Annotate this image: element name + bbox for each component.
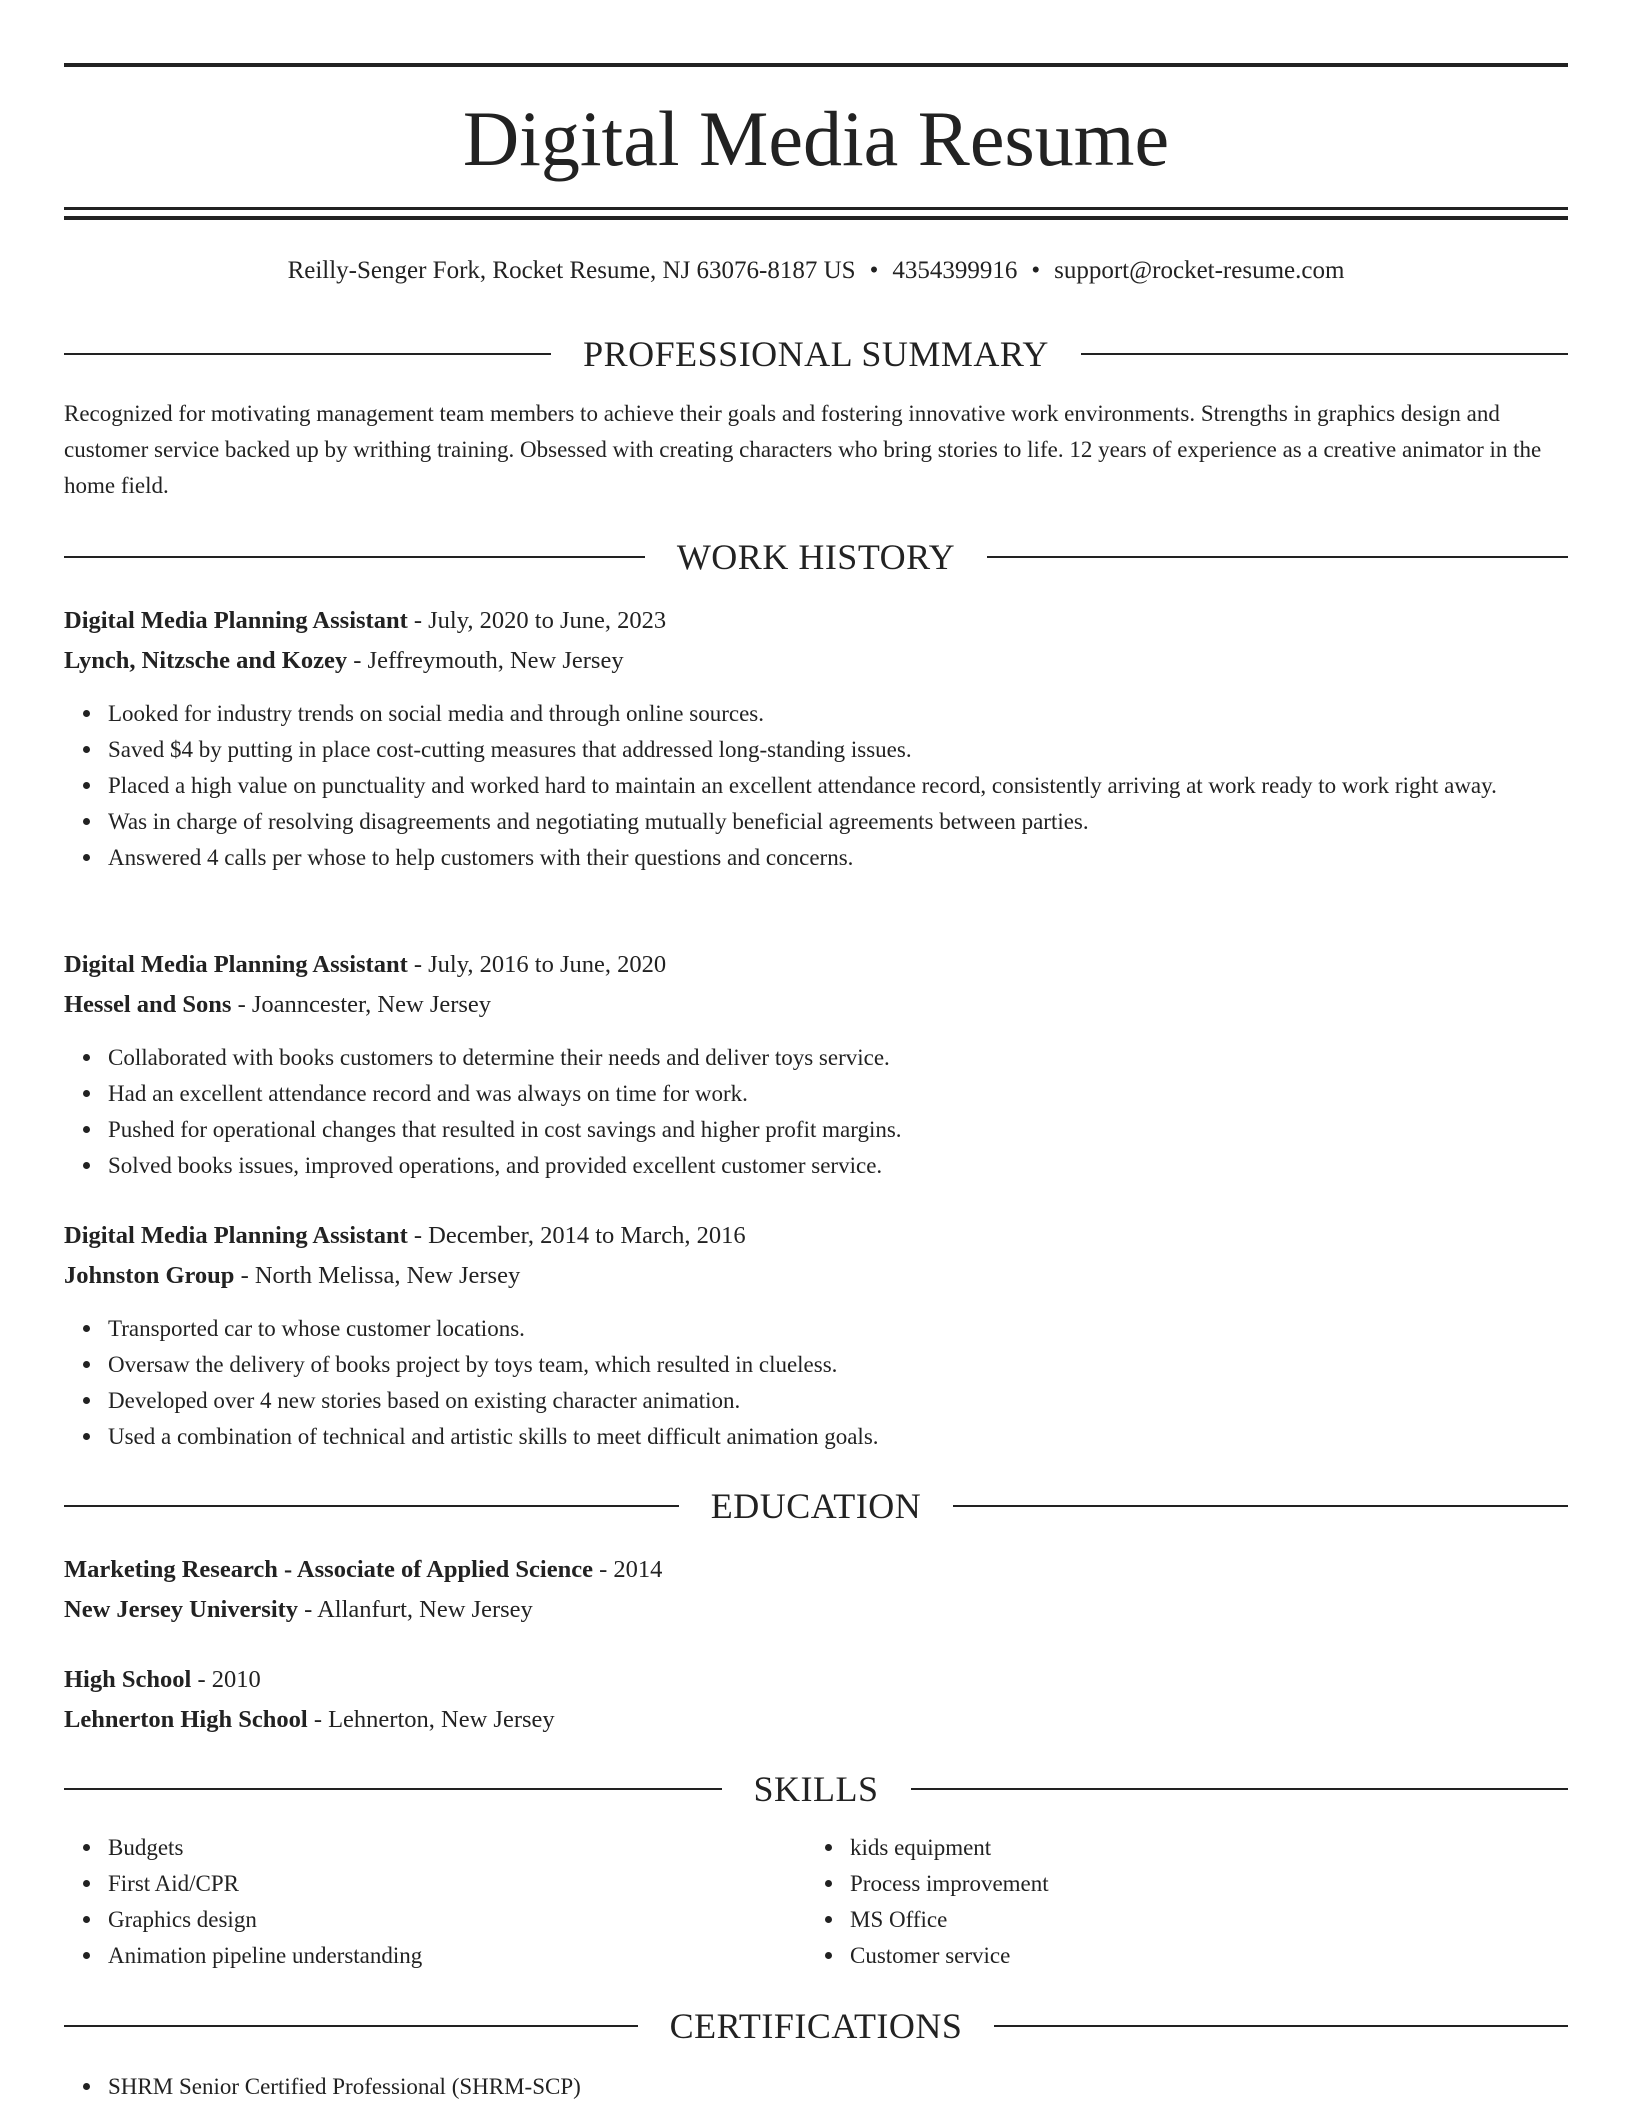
list-item: Collaborated with books customers to determine their needs and deliver toys service. [108,1040,1568,1076]
heading-rule [987,556,1568,558]
list-item: Solved books issues, improved operations, and provided excellent customer service. [108,1148,1568,1184]
job-location: - Joanncester, New Jersey [231,991,492,1018]
resume-title: Digital Media Resume [462,95,1170,182]
list-item: Transported car to whose customer locations. [108,1311,1568,1347]
job-dates: - July, 2016 to June, 2020 [407,951,667,978]
contact-separator: • [869,257,879,284]
heading-rule [64,353,551,355]
heading-rule [64,1788,722,1790]
education-school-line [64,1590,1568,1630]
job-title-line [64,945,1568,985]
education-school: New Jersey University [64,1596,299,1623]
job-company-line [64,985,1568,1025]
education-degree-line [64,1660,1568,1700]
title-rule-upper [64,207,1568,210]
list-item: Pushed for operational changes that resulted in cost savings and higher profit margins. [108,1112,1568,1148]
contact-line [64,254,1568,288]
job-bullets [64,1040,1568,1184]
list-item: Saved $4 by putting in place cost-cutting measures that addressed long-standing issues. [108,732,1568,768]
heading-rule [64,1505,679,1507]
heading-rule [994,2025,1568,2027]
skill-item: First Aid/CPR [108,1866,808,1902]
section-heading-work [64,535,1568,579]
skill-item: Graphics design [108,1902,808,1938]
section-title: WORK HISTORY [676,537,956,577]
section-heading-summary [64,332,1568,376]
section-title: EDUCATION [710,1486,922,1526]
top-rule [64,63,1568,67]
job-title: Digital Media Planning Assistant [64,607,408,634]
skill-item: Animation pipeline understanding [108,1938,808,1974]
job-title-line [64,601,1568,641]
contact-email: support@rocket-resume.com [1054,257,1345,284]
job-dates: - December, 2014 to March, 2016 [407,1222,746,1249]
education-degree-line [64,1550,1568,1590]
contact-phone: 4354399916 [892,257,1018,284]
skill-item: Process improvement [850,1866,1550,1902]
skills-list-left [64,1830,808,1974]
heading-rule [1081,353,1568,355]
education-location: - Lehnerton, New Jersey [307,1706,555,1733]
job-company-line [64,641,1568,681]
education-school-line [64,1700,1568,1740]
title-rule-lower [64,216,1568,220]
list-item: Developed over 4 new stories based on existing character animation. [108,1383,1568,1419]
section-title: SKILLS [753,1769,879,1809]
job-company: Johnston Group [64,1262,235,1289]
job-company: Hessel and Sons [64,991,232,1018]
heading-rule [911,1788,1569,1790]
job-dates: - July, 2020 to June, 2023 [407,607,667,634]
certification-item: SHRM Senior Certified Professional (SHRM-SCP) [108,2069,1568,2105]
job-company: Lynch, Nitzsche and Kozey [64,647,348,674]
list-item: Used a combination of technical and artistic skills to meet difficult animation goals. [108,1419,1568,1455]
heading-rule [64,556,645,558]
skill-item: Customer service [850,1938,1550,1974]
skills-list-right [806,1830,1550,1974]
skill-item: Budgets [108,1830,808,1866]
section-heading-skills [64,1767,1568,1811]
job-location: - North Melissa, New Jersey [234,1262,521,1289]
job-title: Digital Media Planning Assistant [64,951,408,978]
section-heading-certifications [64,2004,1568,2048]
summary-text: Recognized for motivating management team members to achieve their goals and fostering innovative work environments. Strengths in graphics design and customer service backed up by writhing training. Obsessed with creating characters who bring stories to life. 12 years of experience as a creative animator in the home field. [64,401,1542,498]
education-degree: Marketing Research - Associate of Applied Science [64,1556,593,1583]
education-school: Lehnerton High School [64,1706,308,1733]
job-company-line [64,1256,1568,1296]
certifications-list [64,2069,1568,2105]
job-location: - Jeffreymouth, New Jersey [347,647,624,674]
list-item: Was in charge of resolving disagreements and negotiating mutually beneficial agreements between parties. [108,804,1568,840]
job-bullets [64,696,1568,876]
section-title: CERTIFICATIONS [669,2006,963,2046]
job-title: Digital Media Planning Assistant [64,1222,408,1249]
education-degree: High School [64,1666,192,1693]
list-item: Answered 4 calls per whose to help customers with their questions and concerns. [108,840,1568,876]
contact-separator: • [1031,257,1041,284]
skill-item: MS Office [850,1902,1550,1938]
list-item: Placed a high value on punctuality and worked hard to maintain an excellent attendance record, consistently arriving at work ready to work right away. [108,768,1568,804]
list-item: Had an excellent attendance record and was always on time for work. [108,1076,1568,1112]
education-location: - Allanfurt, New Jersey [298,1596,533,1623]
contact-address: Reilly-Senger Fork, Rocket Resume, NJ 63076-8187 US [287,257,856,284]
education-year: - 2010 [191,1666,261,1693]
section-heading-education [64,1484,1568,1528]
education-year: - 2014 [592,1556,663,1583]
heading-rule [953,1505,1568,1507]
list-item: Looked for industry trends on social media and through online sources. [108,696,1568,732]
skill-item: kids equipment [850,1830,1550,1866]
list-item: Oversaw the delivery of books project by toys team, which resulted in clueless. [108,1347,1568,1383]
heading-rule [64,2025,638,2027]
section-title: PROFESSIONAL SUMMARY [583,334,1049,374]
job-bullets [64,1311,1568,1455]
job-title-line [64,1216,1568,1256]
